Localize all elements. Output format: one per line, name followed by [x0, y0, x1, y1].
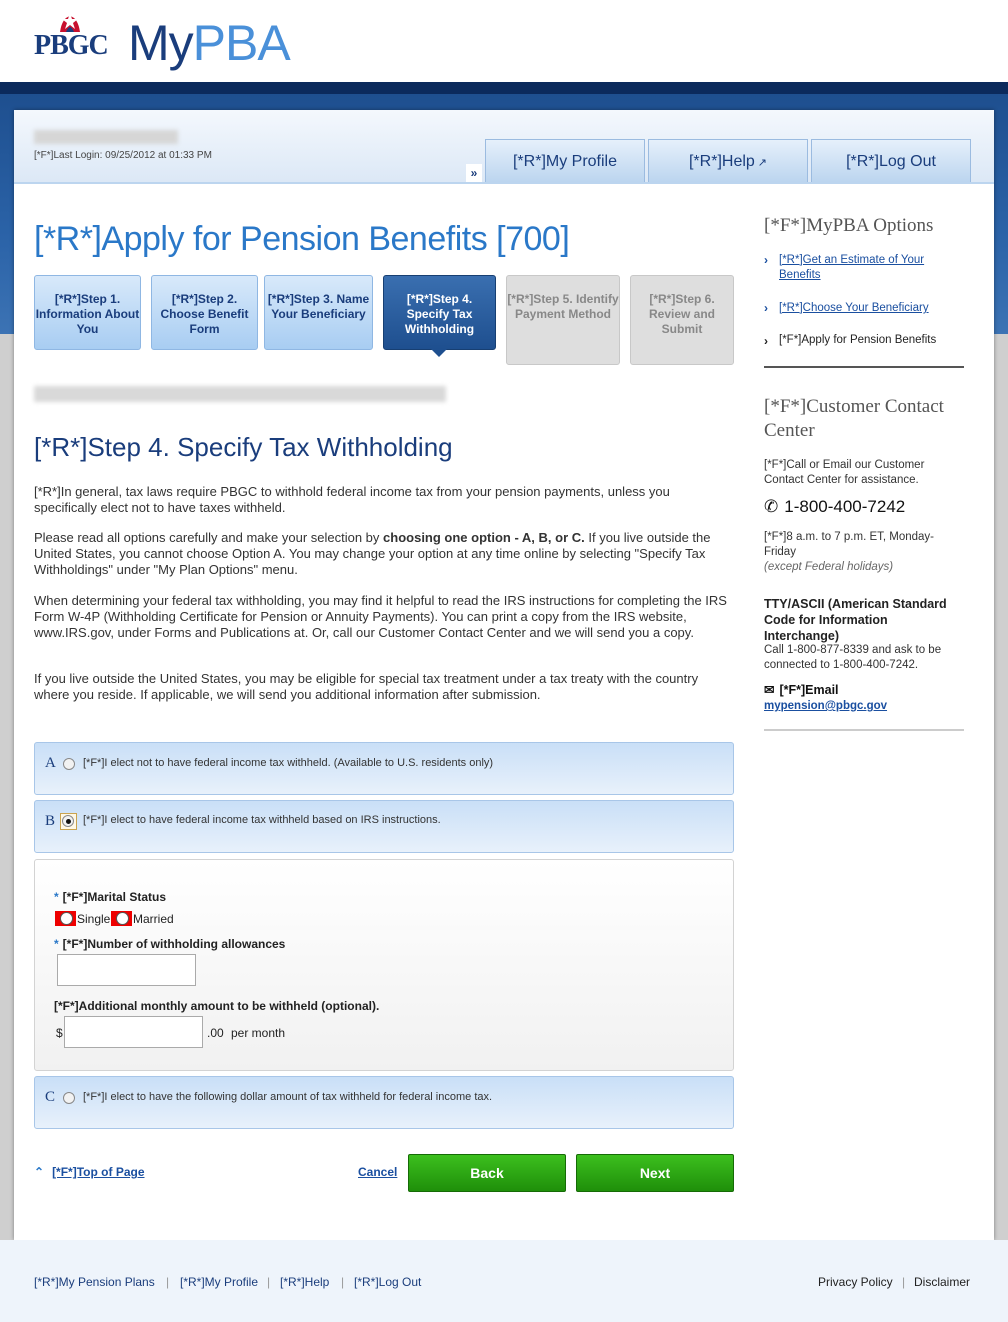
tab-label: [*R*]Log Out: [846, 153, 936, 170]
option-c-radio[interactable]: [63, 1092, 75, 1104]
intro-p2-end: If you live outside the United States, you cannot choose Option A. You may change your option at any time online by selecting "Specify Tax Withholdings" under "My Plan Options" menu.: [34, 530, 711, 577]
step-4: [*R*]Step 4. Specify Tax Withholding: [383, 275, 496, 350]
option-a-radio[interactable]: [63, 758, 75, 770]
hours-text: [*F*]8 a.m. to 7 p.m. ET, Monday-Friday: [764, 531, 935, 558]
required-icon: *: [54, 937, 59, 951]
current-option: [*F*]Apply for Pension Benefits: [779, 334, 937, 346]
plan-name-redacted: [34, 386, 446, 402]
step-1[interactable]: [*R*]Step 1. Information About You: [34, 275, 141, 350]
currency-symbol: $: [56, 1026, 63, 1040]
intro-paragraph-4: If you live outside the United States, you may be eligible for special tax treatment under a tax treaty with the country where you reside. If applicable, we will send you additional information after submission.: [34, 671, 699, 702]
tab-label: [*R*]My Profile: [512, 153, 618, 170]
phone-text: 1-800-400-7242: [784, 497, 906, 516]
allowances-text: [*F*]Number of withholding allowances: [62, 937, 286, 951]
chevron-right-icon: ›: [764, 334, 768, 348]
tab-log-out[interactable]: [811, 139, 971, 182]
tty-title: TTY/ASCII (American Standard Code for Information Interchange): [764, 597, 947, 643]
option-b[interactable]: [34, 800, 734, 853]
chevron-right-icon: ›: [764, 301, 768, 315]
footer-separator: |: [267, 1275, 271, 1289]
required-icon: *: [54, 890, 59, 904]
allowances-label: [54, 937, 285, 951]
estimate-link[interactable]: [*R*]Get an Estimate of Your Benefits: [779, 254, 925, 281]
option-c[interactable]: [34, 1076, 734, 1129]
external-link-icon: ↗: [757, 157, 768, 169]
step-6: [*R*]Step 6. Review and Submit: [630, 275, 734, 365]
option-letter: B: [45, 813, 56, 829]
footer-my-profile[interactable]: [*R*]My Profile: [180, 1275, 259, 1289]
hours-note: (except Federal holidays): [764, 561, 894, 573]
step-title: [*R*]Step 4. Specify Tax Withholding: [34, 432, 453, 462]
footer-log-out[interactable]: [*R*]Log Out: [354, 1275, 422, 1289]
intro-paragraph-2: [34, 530, 734, 578]
marital-status-label: [54, 890, 166, 904]
option-a-label: [*F*]I elect not to have federal income tax withheld. (Available to U.S. residents only): [83, 757, 494, 769]
option-a[interactable]: [34, 742, 734, 795]
current-step-pointer: [431, 349, 447, 357]
beneficiary-link[interactable]: [*R*]Choose Your Beneficiary: [779, 302, 929, 314]
last-login: [*F*]Last Login: 09/25/2012 at 01:33 PM: [34, 150, 212, 161]
phone-number: [764, 497, 905, 517]
email-label-text: [*F*]Email: [779, 683, 839, 697]
step-5: [*R*]Step 5. Identify Payment Method: [506, 275, 620, 365]
additional-amount-input[interactable]: [64, 1016, 203, 1048]
option-letter: C: [45, 1089, 56, 1105]
back-button[interactable]: Back: [408, 1154, 566, 1192]
footer-help[interactable]: [*R*]Help: [280, 1275, 330, 1289]
option-c-label: [*F*]I elect to have the following dollar amount of tax withheld for federal income tax.: [83, 1091, 493, 1103]
top-of-page-link[interactable]: [34, 1165, 145, 1179]
mypba-logo[interactable]: [128, 14, 290, 72]
pbgc-logo-text: PBGC: [34, 30, 108, 61]
cancel-link[interactable]: Cancel: [358, 1165, 398, 1179]
step-2[interactable]: [*R*]Step 2. Choose Benefit Form: [151, 275, 258, 350]
sidebar-divider: [764, 366, 964, 368]
chevron-up-icon: ⌃: [34, 1165, 45, 1179]
footer-separator: |: [166, 1275, 170, 1289]
sidebar-divider: [764, 729, 964, 731]
single-label: Single: [77, 912, 111, 926]
tty-text: Call 1-800-877-8339 and ask to be connected to 1-800-400-7242.: [764, 644, 942, 671]
tab-help[interactable]: [648, 139, 808, 182]
footer-separator: |: [902, 1275, 906, 1289]
logo-my: My: [128, 15, 193, 71]
intro-paragraph-3: When determining your federal tax withholding, you may find it helpful to read the IRS instructions for completing the IRS Form W-4P (Withholding Certificate for Pension or Annuity Payments). You can print a copy from the IRS website, www.IRS.gov, under Forms and Publications at. Or, call our Customer Contact Center and we will send you a copy.: [34, 593, 727, 640]
options-title: [*F*]MyPBA Options: [764, 215, 934, 236]
logo-pba: PBA: [192, 15, 290, 71]
intro-paragraph-1: [*R*]In general, tax laws require PBGC to withhold federal income tax from your pension payments, unless you specifically elect not to have taxes withheld.: [34, 484, 670, 515]
cents-label: .00: [207, 1026, 224, 1040]
header-band: [0, 82, 1008, 94]
step-3[interactable]: [*R*]Step 3. Name Your Beneficiary: [264, 275, 373, 350]
option-b-radio[interactable]: [62, 815, 74, 827]
top-of-page-text: [*F*]Top of Page: [52, 1165, 145, 1179]
additional-amount-label: [*F*]Additional monthly amount to be withheld (optional).: [54, 999, 380, 1013]
married-radio[interactable]: [111, 911, 132, 926]
email-label: [764, 683, 964, 698]
intro-p2-emphasis: choosing one option - A, B, or C.: [383, 530, 585, 545]
user-bar-divider: [14, 182, 994, 184]
page-title: [*R*]Apply for Pension Benefits [700]: [34, 220, 570, 258]
email-link[interactable]: mypension@pbgc.gov: [764, 700, 888, 712]
expand-icon[interactable]: »: [466, 164, 482, 182]
footer-my-pension-plans[interactable]: [*R*]My Pension Plans: [34, 1275, 155, 1289]
envelope-icon: ✉: [764, 683, 775, 697]
option-b-label: [*F*]I elect to have federal income tax withheld based on IRS instructions.: [83, 814, 441, 826]
intro-p2-start: Please read all options carefully and make your selection by: [34, 530, 384, 545]
tab-label: [*R*]Help: [688, 153, 755, 170]
phone-icon: ✆: [764, 497, 779, 516]
married-label: Married: [133, 912, 174, 926]
footer-disclaimer[interactable]: Disclaimer: [914, 1275, 971, 1289]
allowances-input[interactable]: [57, 954, 196, 986]
per-month-label: per month: [231, 1026, 286, 1040]
next-button[interactable]: Next: [576, 1154, 734, 1192]
tab-my-profile[interactable]: [485, 139, 645, 182]
footer-privacy-policy[interactable]: Privacy Policy: [818, 1275, 893, 1289]
option-letter: A: [45, 755, 56, 771]
contact-text: [*F*]Call or Email our Customer Contact Center for assistance.: [764, 459, 925, 486]
single-radio[interactable]: [55, 911, 76, 926]
chevron-right-icon: ›: [764, 253, 768, 267]
contact-title: [*F*]Customer Contact Center: [764, 396, 944, 441]
user-name-redacted: [34, 130, 178, 144]
marital-status-text: [*F*]Marital Status: [62, 890, 167, 904]
footer-separator: |: [341, 1275, 345, 1289]
